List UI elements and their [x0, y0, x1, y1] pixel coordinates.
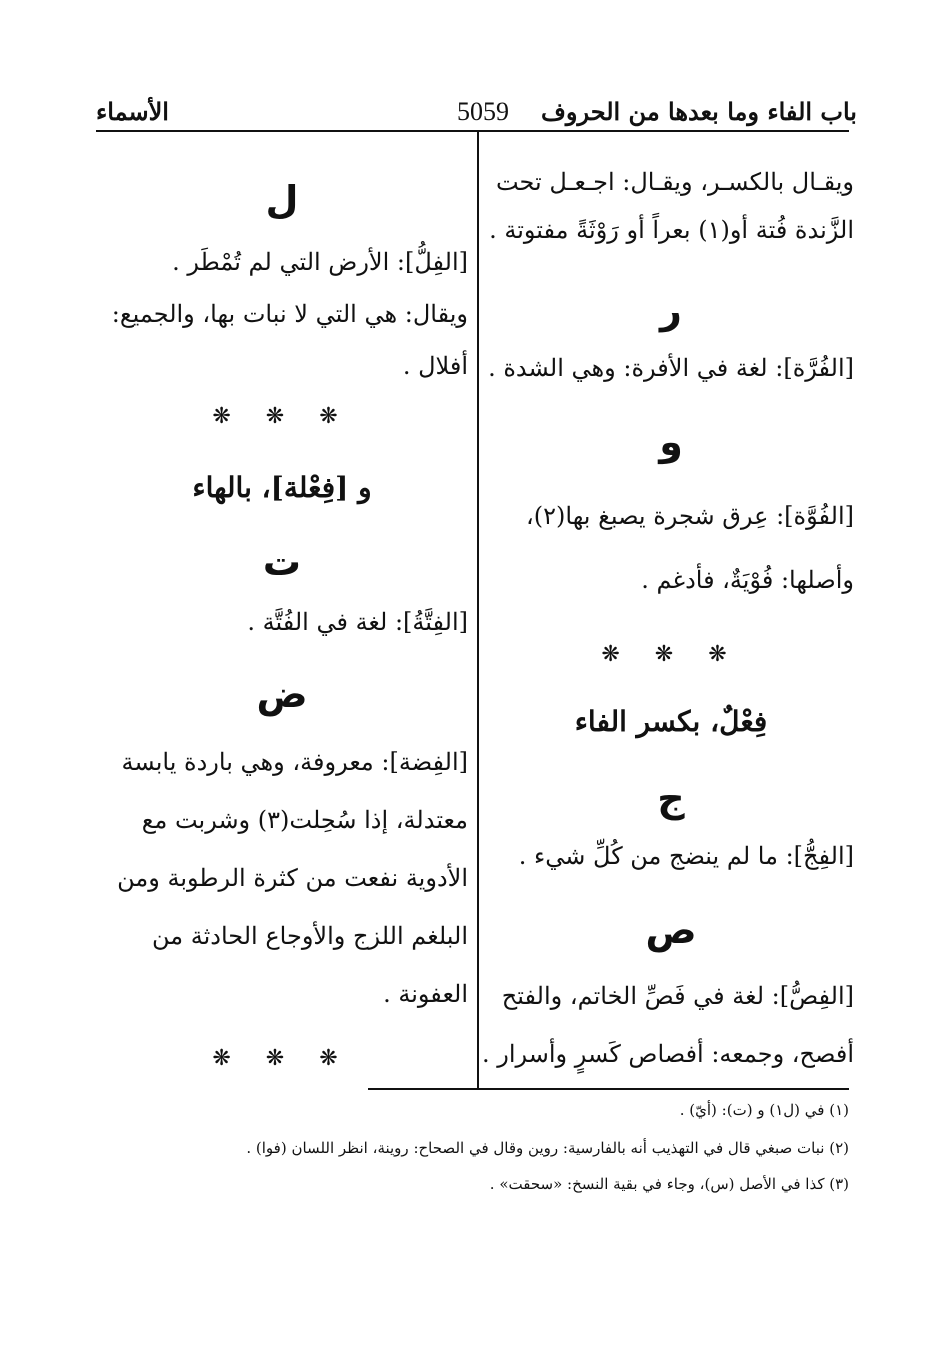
letter-heading-ra: ر [660, 288, 682, 332]
continuation-text [488, 166, 854, 246]
letter-heading-lam: ل [265, 178, 299, 222]
footnote-2: (٢) نبات صبغي قال في التهذيب أنه بالفارسية: روين وقال في الصحاح: روينة، انظر اللسان (فوا) . [246, 1139, 849, 1157]
footnote-1: (١) في (ل١) و (ت): (أيّ) . [679, 1101, 849, 1119]
text-line: أفصح، وجمعه: أفصاص كَسرٍ وأسرار . [481, 1040, 854, 1068]
text-line: وأصلها: فُوْيَةٌ، فأدغم . [641, 566, 854, 594]
text-line: ويقال: هي التي لا نبات بها، والجميع: [111, 300, 468, 328]
text-line: معتدلة، إذا سُحِلت(٣) وشربت مع [141, 806, 468, 834]
header-rule [96, 130, 849, 132]
entry-fijj: [الفِجُّ]: ما لم ينضج من كُلِّ شيء . [518, 842, 854, 870]
section-title: فِعْلٌ، بكسر الفاء [574, 705, 768, 738]
section-separator: ❋ ❋ ❋ [212, 404, 352, 429]
entry-fidda [96, 746, 468, 1010]
text-line: [الفِضة]: معروفة، وهي باردة يابسة [121, 748, 468, 776]
footnote-rule [368, 1088, 849, 1090]
text-line: الزَّندة فُتة أو(١) بعراً أو رَوْثَةً مفتوتة . [489, 216, 854, 244]
entry-furra: [الفُرَّة]: لغة في الأفرة: وهي الشدة . [488, 354, 854, 382]
entry-fuwwa [488, 500, 854, 596]
column-divider [477, 130, 479, 1090]
text-line: الأدوية نفعت من كثرة الرطوبة ومن [117, 864, 468, 892]
text-line: [الفُوَّة]: عِرق شجرة يصبغ بها(٢)، [526, 502, 854, 530]
running-header-chapter: باب الفاء وما بعدها من الحروف [541, 97, 857, 126]
text-line: [الفِلُّ]: الأرض التي لم تُمْطَر . [172, 248, 468, 276]
text-line: العفونة . [383, 980, 468, 1008]
letter-heading-waw: و [659, 420, 683, 464]
entry-fiss [481, 980, 854, 1070]
entry-fill [96, 246, 468, 382]
letter-heading-ta: ت [262, 540, 302, 584]
page-number: 5059 [457, 97, 509, 126]
letter-heading-sad: ص [645, 908, 697, 952]
section-title: و [فِعْلة]، بالهاء [192, 471, 372, 504]
entry-fitta: [الفِتَّةُ]: لغة في الفُتَّة . [247, 608, 468, 636]
text-line: ويقـال بالكسـر، ويقـال: اجـعـل تحت [495, 168, 854, 196]
section-separator: ❋ ❋ ❋ [601, 642, 741, 667]
text-line: [الفِصُّ]: لغة في فَصِّ الخاتم، والفتح [501, 982, 854, 1010]
letter-heading-dad: ض [256, 672, 308, 716]
text-line: البلغم اللزج والأوجاع الحادثة من [151, 922, 468, 950]
letter-heading-jim: ج [657, 776, 685, 820]
section-separator: ❋ ❋ ❋ [212, 1046, 352, 1071]
footnote-3: (٣) كذا في الأصل (س)، وجاء في بقية النسخ: «سحقت» . [489, 1175, 849, 1193]
running-header-section: الأسماء [96, 97, 169, 126]
text-line: أفلال . [402, 352, 468, 380]
